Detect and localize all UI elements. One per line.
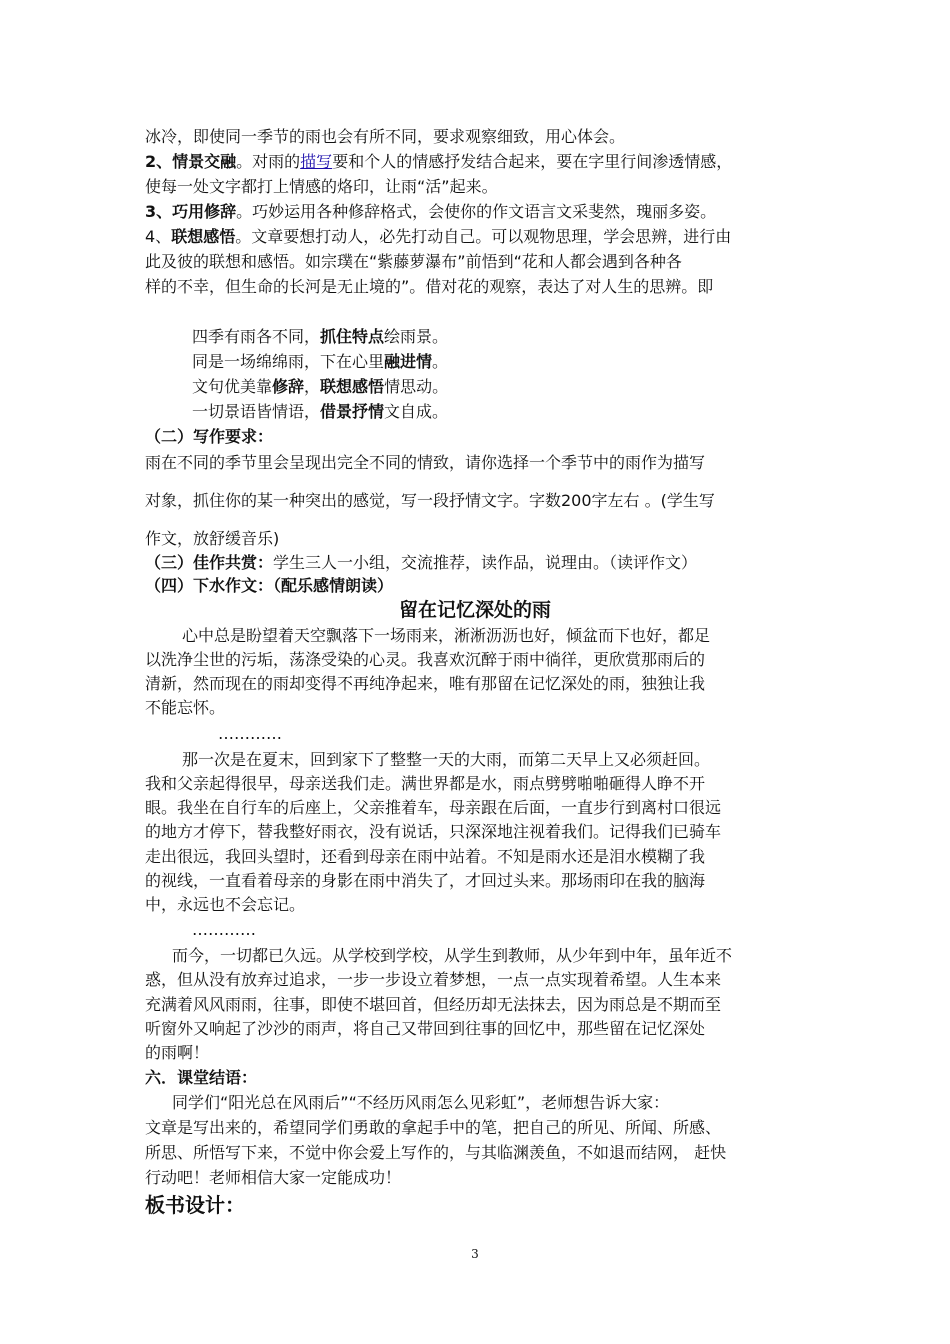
tip-title: 联想感悟	[171, 227, 236, 246]
poem-text: ，	[304, 377, 321, 396]
paragraph-line: 那一次是在夏末，回到家下了整整一天的大雨，而第二天早上又必须赶回。	[182, 750, 711, 769]
poem-text: 四季有雨各不同，	[192, 327, 321, 346]
paragraph-line: 中，永远也不会忘记。	[145, 895, 306, 914]
poem-line	[192, 375, 862, 399]
section-heading: 六．课堂结语：	[145, 1068, 258, 1087]
poem-line	[192, 400, 862, 424]
tip-title: 巧用修辞	[172, 202, 237, 221]
section-heading: （四）下水作文：（配乐感情朗读）	[145, 576, 394, 595]
tip-number: 2、	[145, 152, 173, 171]
tip-text: 。文章要想打动人，必先打动自己。可以观物思理，学会思辨，进行由	[235, 227, 732, 246]
paragraph-line: 心中总是盼望着天空飘落下一场雨来，淅淅沥沥也好，倾盆而下也好，都足	[182, 626, 711, 645]
paragraph-line: 冰冷，即使同一季节的雨也会有所不同，要求观察细致，用心体会。	[145, 127, 626, 146]
paragraph-line: 同学们“阳光总在风雨后”“不经历风雨怎么见彩虹”，老师想告诉大家：	[172, 1093, 670, 1112]
tip-number: 3、	[145, 202, 173, 221]
paragraph-line: 眼。我坐在自行车的后座上，父亲推着车，母亲跟在后面，一直步行到离村口很远	[145, 798, 722, 817]
board-design-heading: 板书设计：	[145, 1193, 245, 1217]
tip-text: 。巧妙运用各种修辞格式，会使你的作文语言文采斐然，瑰丽多姿。	[236, 202, 717, 221]
paragraph-line: 充满着风风雨雨，往事，即使不堪回首，但经历却无法抹去，因为雨总是不期而至	[145, 995, 722, 1014]
poem-line	[192, 325, 862, 349]
poem-line	[192, 350, 862, 374]
paragraph-line: 我和父亲起得很早，母亲送我们走。满世界都是水，雨点劈劈啪啪砸得人睁不开	[145, 774, 706, 793]
paragraph-text: 学生三人一小组，交流推荐，读作品，说理由。（读评作文）	[273, 553, 698, 572]
page-number: 3	[471, 1247, 479, 1261]
section-heading: （三）佳作共赏：	[145, 553, 274, 572]
paragraph-line: 的地方才停下，替我整好雨衣，没有说话，只深深地注视着我们。记得我们已骑车	[145, 822, 722, 841]
paragraph-line: 清新，然而现在的雨却变得不再纯净起来，唯有那留在记忆深处的雨，独独让我	[145, 674, 706, 693]
tip-2-line	[145, 150, 815, 174]
poem-text: 文句优美靠	[192, 377, 273, 396]
paragraph-line: 文章是写出来的，希望同学们勇敢的拿起手中的笔，把自己的所见、所闻、所感、	[145, 1118, 722, 1137]
tip-3-line	[145, 200, 815, 224]
ellipsis: …………	[218, 724, 282, 743]
tip-4-line	[145, 225, 815, 249]
poem-bold: 联想感悟	[320, 377, 385, 396]
section-heading: （二）写作要求：	[145, 427, 274, 446]
poem-bold: 抓住特点	[320, 327, 385, 346]
poem-text: 绘雨景。	[384, 327, 449, 346]
paragraph-line: 使每一处文字都打上情感的烙印，让雨“活”起来。	[145, 177, 498, 196]
tip-number: 4、	[145, 227, 172, 246]
miaoxie-link[interactable]: 描写	[300, 152, 333, 171]
poem-bold: 修辞	[272, 377, 305, 396]
paragraph-line: 雨在不同的季节里会呈现出完全不同的情致，请你选择一个季节中的雨作为描写	[145, 453, 706, 472]
poem-text: 文自成。	[384, 402, 449, 421]
essay-title: 留在记忆深处的雨	[398, 599, 551, 621]
poem-text: 。	[432, 352, 449, 371]
paragraph-line: 所思、所悟写下来，不觉中你会爱上写作的，与其临渊羡鱼，不如退而结网， 赶快	[145, 1143, 727, 1162]
tip-title: 情景交融	[172, 152, 237, 171]
paragraph-line: 此及彼的联想和感悟。如宗璞在“紫藤萝瀑布”前悟到“花和人都会遇到各种各	[145, 252, 682, 271]
paragraph-line: 不能忘怀。	[145, 698, 226, 717]
paragraph-line: 的雨啊！	[145, 1043, 210, 1062]
poem-bold: 融进情	[384, 352, 433, 371]
poem-text: 情思动。	[384, 377, 449, 396]
paragraph-line: 走出很远，我回头望时，还看到母亲在雨中站着。不知是雨水还是泪水模糊了我	[145, 847, 706, 866]
paragraph-line: 样的不幸，但生命的长河是无止境的”。借对花的观察，表达了对人生的思辨。即	[145, 277, 714, 296]
tip-text: 要和个人的情感抒发结合起来，要在字里行间渗透情感，	[332, 152, 733, 171]
tip-text: 。对雨的	[236, 152, 301, 171]
paragraph-line: 作文，放舒缓音乐)	[145, 529, 280, 548]
poem-text: 一切景语皆情语，	[192, 402, 321, 421]
paragraph-line: 以洗净尘世的污垢，荡涤受染的心灵。我喜欢沉醉于雨中徜徉，更欣赏那雨后的	[145, 650, 706, 669]
poem-text: 同是一场绵绵雨，下在心里	[192, 352, 385, 371]
paragraph-line: 而今，一切都已久远。从学校到学校，从学生到教师，从少年到中年，虽年近不	[172, 946, 733, 965]
paragraph-line: 听窗外又响起了沙沙的雨声，将自己又带回到往事的回忆中，那些留在记忆深处	[145, 1019, 706, 1038]
share-line	[145, 551, 815, 575]
paragraph-line: 的视线，一直看着母亲的身影在雨中消失了，才回过头来。那场雨印在我的脑海	[145, 871, 706, 890]
ellipsis: …………	[192, 920, 256, 939]
paragraph-line: 行动吧！老师相信大家一定能成功！	[145, 1168, 402, 1187]
poem-bold: 借景抒情	[320, 402, 385, 421]
paragraph-line: 惑，但从没有放弃过追求，一步一步设立着梦想，一点一点实现着希望。人生本来	[145, 970, 722, 989]
paragraph-line: 对象，抓住你的某一种突出的感觉，写一段抒情文字。字数200字左右 。(学生写	[145, 491, 715, 510]
